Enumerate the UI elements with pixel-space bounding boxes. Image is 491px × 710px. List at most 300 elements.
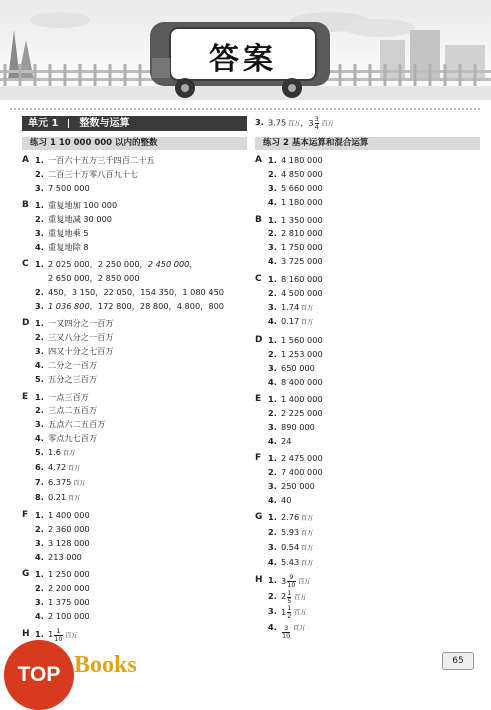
fraction <box>287 590 291 605</box>
unit-separator <box>68 119 69 128</box>
item-number: 1. <box>35 510 44 521</box>
group-items <box>268 393 480 449</box>
answer-item <box>35 476 247 491</box>
answer-text: 890 000 <box>281 421 315 432</box>
item-number: 2. <box>268 527 277 538</box>
denominator: 10 <box>282 631 291 640</box>
item-number: 3. <box>255 117 264 127</box>
item-number: 2. <box>268 466 277 477</box>
page-number: 65 <box>442 652 474 670</box>
answer-text: 三点二五百万 <box>48 405 98 416</box>
answer-text: 4.72 <box>48 462 67 473</box>
answer-text: 四又十分之七百万 <box>48 346 114 357</box>
answer-text: 1 400 000 <box>48 510 90 521</box>
fraction <box>282 625 290 640</box>
group-items <box>268 273 480 331</box>
answer-item <box>268 154 480 168</box>
item-number: 4. <box>268 197 277 208</box>
header-banner <box>0 0 491 100</box>
group-items <box>268 334 480 390</box>
item-value <box>281 182 480 196</box>
unit-million: 百万 <box>66 465 81 473</box>
fraction <box>287 605 291 620</box>
answer-group-a <box>22 154 247 196</box>
answer-text: 重复地除 8 <box>48 241 89 252</box>
item-number: 3. <box>268 183 277 194</box>
item-number: 4. <box>268 376 277 387</box>
answer-item <box>268 334 480 348</box>
item-number: 3. <box>35 301 44 312</box>
answer-text: 3.75 <box>268 117 287 128</box>
answer-item <box>35 596 247 610</box>
answer-text: 650 000 <box>281 362 315 373</box>
unit-million: 百万 <box>319 120 334 128</box>
answer-text: 5.43 <box>281 556 300 567</box>
item-number: 2. <box>35 405 44 416</box>
answer-text: 0.54 <box>281 542 300 553</box>
item-number: 3. <box>35 597 44 608</box>
item-value <box>48 331 247 345</box>
item-value <box>48 241 247 255</box>
group-letter: H <box>22 628 30 639</box>
item-value <box>281 214 480 228</box>
item-number: 5. <box>35 447 44 458</box>
item-value <box>281 541 480 556</box>
item-number: 3. <box>35 346 44 357</box>
logo-top-text: TOP <box>4 640 74 710</box>
answer-item <box>35 491 247 506</box>
denominator: 4 <box>314 123 319 131</box>
item-value <box>48 461 247 476</box>
answer-italic-text: 2 450 000 <box>147 259 190 270</box>
item-value <box>281 435 480 449</box>
item-number: 1. <box>35 155 44 165</box>
item-value <box>48 258 247 272</box>
answer-item <box>35 551 247 565</box>
item-number: 4. <box>268 435 277 446</box>
group-items <box>268 452 480 508</box>
item-number: 1. <box>35 628 44 639</box>
answer-text: 8 160 000 <box>281 273 323 284</box>
answer-item <box>35 391 247 405</box>
unit-million: 百万 <box>71 479 86 487</box>
left-column <box>22 116 247 646</box>
item-number: 2. <box>35 214 44 225</box>
item-number: 1. <box>35 259 44 270</box>
item-number: 4. <box>35 241 44 252</box>
answer-group-c <box>22 258 247 314</box>
item-number: 1. <box>268 155 277 166</box>
unit-million: 百万 <box>296 578 311 586</box>
answer-text-tail: ， <box>189 259 198 270</box>
item-number: 4. <box>268 621 277 632</box>
item-number: 2. <box>268 407 277 418</box>
item-number: 3. <box>268 301 277 312</box>
group-letter: E <box>255 393 262 404</box>
fraction <box>315 116 319 131</box>
unit-million: 百万 <box>299 559 314 567</box>
denominator: 10 <box>287 581 296 590</box>
unit-million: 百万 <box>299 530 314 538</box>
group-letter: H <box>255 575 263 586</box>
answer-group-g <box>255 511 480 571</box>
item-value <box>48 610 247 624</box>
answer-text: 7 400 000 <box>281 466 323 477</box>
answer-item <box>35 286 247 300</box>
answer-item <box>268 168 480 182</box>
item-number: 4. <box>268 494 277 505</box>
unit-million: 百万 <box>292 609 307 617</box>
answer-text: 1 560 000 <box>281 334 323 345</box>
answer-text: 三又八分之一百万 <box>48 332 114 343</box>
answer-group-f <box>255 452 480 508</box>
item-number: 1. <box>35 569 44 580</box>
numerator: 1 <box>287 604 292 613</box>
logo-books-text: Books <box>74 652 137 678</box>
answer-text: 1 750 000 <box>281 242 323 253</box>
answer-text: 1.74 <box>281 301 300 312</box>
whole-part: 1 <box>281 606 287 617</box>
item-value <box>48 596 247 610</box>
answer-item <box>35 432 247 446</box>
answer-item <box>268 541 480 556</box>
item-value <box>48 154 247 168</box>
answer-item <box>35 446 247 461</box>
answer-item <box>268 494 480 508</box>
answer-text: 24 <box>281 435 292 446</box>
whole-part: 3 <box>308 117 314 128</box>
answer-text: 4 500 000 <box>281 287 323 298</box>
whole-part: 3 <box>281 575 287 586</box>
answer-item <box>268 241 480 255</box>
item-number: 1. <box>268 393 277 404</box>
item-value <box>48 537 247 551</box>
item-value <box>48 391 247 405</box>
answer-item <box>268 605 480 620</box>
item-number: 1. <box>268 512 277 523</box>
answer-text: 4 180 000 <box>281 155 323 166</box>
answer-item <box>268 393 480 407</box>
item-value <box>48 300 247 314</box>
answer-item <box>35 404 247 418</box>
answer-text: 213 000 <box>48 551 82 562</box>
item-value <box>281 255 480 269</box>
answer-item <box>35 227 247 241</box>
answer-item <box>35 154 247 168</box>
unit-million: 百万 <box>61 450 75 458</box>
answer-item <box>268 273 480 287</box>
answer-text: 一又四分之一百万 <box>48 318 114 329</box>
answer-item <box>35 418 247 432</box>
item-value <box>281 154 480 168</box>
group-items <box>35 258 247 314</box>
item-number: 3. <box>268 542 277 553</box>
numerator: 1 <box>287 588 292 597</box>
unit-million: 百万 <box>299 304 314 312</box>
item-value <box>48 199 247 213</box>
item-value <box>48 213 247 227</box>
item-value <box>281 407 480 421</box>
unit-label: 单元 1 <box>28 118 59 129</box>
item-value <box>48 182 247 196</box>
answer-text: 5 660 000 <box>281 183 323 194</box>
answer-group-e <box>255 393 480 449</box>
item-number: 4. <box>35 611 44 622</box>
answer-item <box>35 317 247 331</box>
item-value <box>281 511 480 526</box>
answer-item <box>268 435 480 449</box>
item-value <box>48 446 247 461</box>
answer-item <box>268 421 480 435</box>
answer-group-f <box>22 509 247 565</box>
group-letter: F <box>255 453 262 464</box>
answer-item <box>268 526 480 541</box>
answer-text: 2 100 000 <box>48 611 90 622</box>
item-number: 4. <box>268 556 277 567</box>
answer-text: 重复地减 30 000 <box>48 214 113 225</box>
item-number: 3. <box>268 421 277 432</box>
group-letter: B <box>255 214 262 225</box>
answer-text: 一百六十五万三千四百二十五 <box>48 155 155 165</box>
item-number: 1. <box>35 391 44 402</box>
answer-item <box>268 574 480 589</box>
whole-part: 2 <box>281 591 287 602</box>
numerator: 3 <box>282 625 290 633</box>
answer-text-tail: ，172 800，28 800，4 800，800 <box>89 301 224 312</box>
item-value <box>48 345 247 359</box>
item-number: 2. <box>35 287 44 298</box>
page-title: 答案 <box>209 42 277 77</box>
mixed-number <box>281 590 292 605</box>
answer-group-h <box>255 574 480 639</box>
answer-text: 3 725 000 <box>281 256 323 267</box>
group-letter: E <box>22 391 29 402</box>
item-value <box>48 476 247 491</box>
group-items <box>268 574 480 639</box>
item-value <box>281 362 480 376</box>
item-value <box>281 168 480 182</box>
exercise-2-header: 练习 2 基本运算和混合运算 <box>255 137 480 150</box>
answer-group-d <box>22 317 247 387</box>
mixed-number <box>308 116 319 131</box>
item-value <box>281 241 480 255</box>
right-answer-groups <box>255 154 480 639</box>
item-number: 2. <box>268 590 277 601</box>
group-items <box>35 509 247 565</box>
item-number: 1. <box>35 318 44 329</box>
item-number: 3. <box>268 362 277 373</box>
group-items <box>35 568 247 624</box>
group-letter: C <box>255 273 262 284</box>
item-value <box>48 272 247 286</box>
item-value <box>281 315 480 330</box>
item-number <box>35 272 48 286</box>
answer-item <box>268 480 480 494</box>
item-value <box>48 551 247 565</box>
denominator: 10 <box>54 634 63 643</box>
answer-text: 五分之三百万 <box>48 374 98 385</box>
item-value <box>48 317 247 331</box>
item-number: 2. <box>268 228 277 239</box>
answer-item <box>35 373 247 387</box>
item-number: 2. <box>268 348 277 359</box>
item-value <box>48 509 247 523</box>
item-value <box>281 421 480 435</box>
item-number: 4. <box>35 551 44 562</box>
group-letter: D <box>255 334 263 345</box>
item-number: 4. <box>35 360 44 371</box>
answer-text: 2 360 000 <box>48 524 90 535</box>
answer-text: 7 500 000 <box>48 182 90 193</box>
denominator: 5 <box>287 596 292 605</box>
answer-text: 二分之一百万 <box>48 360 98 371</box>
item-value <box>281 452 480 466</box>
answer-text: 8 400 000 <box>281 376 323 387</box>
answer-item <box>268 452 480 466</box>
group-items <box>268 154 480 210</box>
group-letter: F <box>22 510 29 521</box>
answer-text: 40 <box>281 494 292 505</box>
answer-item <box>268 301 480 316</box>
answer-item <box>35 199 247 213</box>
answer-text: 零点九七百万 <box>48 433 98 444</box>
answer-item <box>268 556 480 571</box>
answer-italic-text: 1 036 800 <box>48 301 90 312</box>
item-number: 8. <box>35 491 44 502</box>
answer-item <box>268 214 480 228</box>
item-number: 1. <box>268 575 277 586</box>
answer-item <box>35 359 247 373</box>
item-number: 2. <box>35 524 44 535</box>
answer-group-c <box>255 273 480 331</box>
mixed-number <box>281 605 292 620</box>
item-value <box>281 334 480 348</box>
answer-item <box>35 241 247 255</box>
numerator: 3 <box>314 115 319 123</box>
answer-text: 重复地乘 5 <box>48 228 89 239</box>
group-letter: A <box>255 155 262 166</box>
answer-item <box>268 227 480 241</box>
answer-item <box>35 168 247 182</box>
item-value <box>48 227 247 241</box>
answer-text: 1.6 <box>48 447 62 458</box>
item-value <box>48 523 247 537</box>
item-value <box>268 116 480 131</box>
exercise-1-header: 练习 1 10 000 000 以内的整数 <box>22 137 247 150</box>
item-number: 1. <box>268 214 277 225</box>
answer-group-a <box>255 154 480 210</box>
item-value <box>281 466 480 480</box>
answer-text: 4 850 000 <box>281 169 323 180</box>
answer-item <box>268 407 480 421</box>
answer-text: 1 375 000 <box>48 597 90 608</box>
item-value <box>281 590 480 605</box>
item-number: 5. <box>35 374 44 385</box>
item-number: 3. <box>35 538 44 549</box>
answer-text: 2 225 000 <box>281 407 323 418</box>
group-items <box>35 317 247 387</box>
item-number: 3. <box>268 606 277 617</box>
answer-text: 五点六二五百万 <box>48 419 106 430</box>
answer-separator: ， <box>300 117 309 128</box>
answer-text: 2 810 000 <box>281 228 323 239</box>
answer-group-b <box>22 199 247 255</box>
unit-header <box>22 116 247 131</box>
item-value <box>281 556 480 571</box>
item-number: 4. <box>268 316 277 327</box>
answer-text: 2 650 000，2 850 000 <box>48 273 140 284</box>
topbooks-logo <box>4 640 179 700</box>
unit-million: 百万 <box>63 632 78 640</box>
item-value <box>281 273 480 287</box>
denominator: 2 <box>287 612 292 621</box>
item-value <box>281 494 480 508</box>
item-value <box>281 605 480 620</box>
group-items <box>35 391 247 506</box>
item-value <box>281 526 480 541</box>
unit-million: 百万 <box>291 624 306 632</box>
item-value <box>48 373 247 387</box>
mixed-number <box>281 625 291 640</box>
item-value <box>281 227 480 241</box>
answer-text: 二百三十万零八百九十七 <box>48 168 139 179</box>
item-value <box>281 621 480 640</box>
whole-part: 1 <box>48 629 54 640</box>
unit-name: 整数与运算 <box>79 118 130 129</box>
item-number: 2. <box>35 583 44 594</box>
answer-item <box>268 348 480 362</box>
item-number: 2. <box>35 168 44 179</box>
unit-million: 百万 <box>292 594 307 602</box>
answer-item <box>268 621 480 640</box>
answer-item <box>268 590 480 605</box>
answer-item <box>35 582 247 596</box>
answer-text: 1 180 000 <box>281 197 323 208</box>
answer-item <box>268 511 480 526</box>
group-items <box>268 511 480 571</box>
answer-text: 1 400 000 <box>281 393 323 404</box>
item-value <box>281 287 480 301</box>
answer-text: 2 475 000 <box>281 453 323 464</box>
item-number: 2. <box>35 332 44 343</box>
item-value <box>281 301 480 316</box>
group-letter: G <box>255 512 263 523</box>
item-number: 4. <box>35 433 44 444</box>
numerator: 9 <box>287 574 295 582</box>
answer-item <box>268 362 480 376</box>
item-value <box>48 491 247 506</box>
item-value <box>48 568 247 582</box>
item-value <box>48 359 247 373</box>
answer-item <box>35 272 247 286</box>
item-value <box>281 393 480 407</box>
item-number: 3. <box>35 228 44 239</box>
answer-item <box>268 315 480 330</box>
answer-item <box>35 213 247 227</box>
numerator: 1 <box>54 628 62 636</box>
item-number: 1. <box>268 334 277 345</box>
item-value <box>281 196 480 210</box>
answer-text: 1 350 000 <box>281 214 323 225</box>
item-value <box>48 582 247 596</box>
answer-item <box>268 376 480 390</box>
item-number: 1. <box>268 453 277 464</box>
group-letter: B <box>22 200 29 211</box>
group-letter: A <box>22 155 29 165</box>
item-number: 1. <box>35 200 44 211</box>
header-divider <box>10 108 480 110</box>
item-number: 3. <box>35 182 44 193</box>
